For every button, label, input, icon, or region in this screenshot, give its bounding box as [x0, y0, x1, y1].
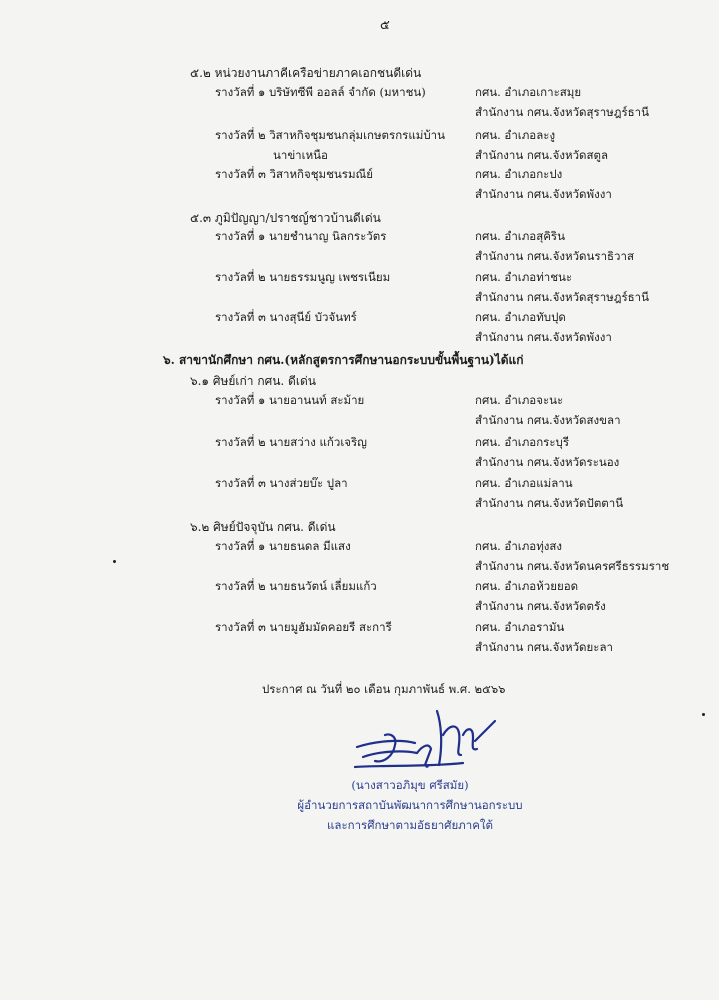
district-office: กศน. อำเภอท่าชนะ: [475, 270, 573, 284]
province-office: สำนักงาน กศน.จังหวัดสตูล: [475, 148, 609, 162]
province-office: สำนักงาน กศน.จังหวัดสงขลา: [475, 413, 621, 427]
signer-block: [280, 775, 540, 835]
award-5-3-1: [215, 226, 386, 246]
speck: [113, 560, 116, 563]
award-label: รางวัลที่ ๑ นายชำนาญ นิลกระวัตร: [215, 229, 387, 243]
agency-6-2-1: [475, 536, 669, 576]
speck: [702, 713, 705, 716]
agency-5-3-1: [475, 226, 634, 266]
district-office: กศน. อำเภอกระบุรี: [475, 435, 570, 449]
award-6-2-3: [215, 617, 392, 637]
section-5-3-heading: ๕.๓ ภูมิปัญญา/ปราชญ์ชาวบ้านดีเด่น: [190, 211, 381, 225]
handwritten-signature: [345, 705, 505, 785]
award-6-1-2: [215, 432, 367, 452]
district-office: กศน. อำเภอสุคิริน: [475, 229, 565, 243]
province-office: สำนักงาน กศน.จังหวัดตรัง: [475, 599, 606, 613]
province-office: สำนักงาน กศน.จังหวัดระนอง: [475, 455, 620, 469]
award-6-1-3: [215, 473, 348, 493]
award-label: รางวัลที่ ๓ นางส่วยบ๊ะ ปูลา: [215, 476, 348, 490]
award-label: รางวัลที่ ๒ นายธรรมนูญ เพชรเนียม: [215, 270, 391, 284]
district-office: กศน. อำเภอกะปง: [475, 167, 563, 181]
award-5-2-1: [215, 82, 426, 102]
agency-5-3-2: [475, 267, 649, 307]
district-office: กศน. อำเภอแม่ลาน: [475, 476, 573, 490]
award-5-3-2: [215, 267, 390, 287]
award-5-2-2: [215, 125, 445, 165]
signer-position-line-2: และการศึกษาตามอัธยาศัยภาคใต้: [326, 818, 493, 832]
section-6-2-heading: ๖.๒ ศิษย์ปัจจุบัน กศน. ดีเด่น: [190, 520, 336, 534]
award-5-3-3: [215, 307, 357, 327]
announcement-date: ประกาศ ณ วันที่ ๒๐ เดือน กุมภาพันธ์ พ.ศ. ๒๕๖๖: [262, 682, 506, 696]
agency-6-2-3: [475, 617, 613, 657]
award-label: รางวัลที่ ๓ นายมูฮัมมัดคอยรี สะการี: [215, 620, 392, 634]
district-office: กศน. อำเภอจะนะ: [475, 393, 564, 407]
award-label: รางวัลที่ ๓ นางสุนีย์ บัวจันทร์: [215, 310, 357, 324]
province-office: สำนักงาน กศน.จังหวัดพังงา: [475, 187, 612, 201]
district-office: กศน. อำเภอรามัน: [475, 620, 565, 634]
agency-6-2-2: [475, 576, 606, 616]
award-label: รางวัลที่ ๒ นายสว่าง แก้วเจริญ: [215, 435, 367, 449]
award-6-1-1: [215, 390, 364, 410]
province-office: สำนักงาน กศน.จังหวัดพังงา: [475, 330, 612, 344]
award-label: รางวัลที่ ๑ นายอานนท์ สะม้าย: [215, 393, 365, 407]
award-label-continued: นาข่าเหนือ: [273, 148, 328, 162]
award-6-2-1: [215, 536, 351, 556]
province-office: สำนักงาน กศน.จังหวัดปัตตานี: [475, 496, 624, 510]
page-number: ๕: [380, 18, 390, 33]
province-office: สำนักงาน กศน.จังหวัดยะลา: [475, 640, 613, 654]
award-6-2-2: [215, 576, 377, 596]
district-office: กศน. อำเภอละงู: [475, 128, 556, 142]
award-label: รางวัลที่ ๑ บริษัทซีพี ออลล์ จำกัด (มหาชน): [215, 85, 426, 99]
signer-position-line-1: ผู้อำนวยการสถาบันพัฒนาการศึกษานอกระบบ: [297, 798, 523, 812]
district-office: กศน. อำเภอเกาะสมุย: [475, 85, 582, 99]
section-6-heading: ๖. สาขานักศึกษา กศน.(หลักสูตรการศึกษานอกระบบขั้นพื้นฐาน)ได้แก่: [163, 353, 524, 367]
award-label: รางวัลที่ ๒ นายธนวัตน์ เลี่ยมแก้ว: [215, 579, 377, 593]
district-office: กศน. อำเภอทุ่งสง: [475, 539, 563, 553]
agency-6-1-2: [475, 432, 619, 472]
province-office: สำนักงาน กศน.จังหวัดนราธิวาส: [475, 249, 634, 263]
signer-name: (นางสาวอภิมุข ศรีสมัย): [351, 778, 469, 792]
section-6-1-heading: ๖.๑ ศิษย์เก่า กศน. ดีเด่น: [190, 374, 316, 388]
agency-5-2-2: [475, 125, 608, 165]
province-office: สำนักงาน กศน.จังหวัดสุราษฎร์ธานี: [475, 105, 649, 119]
award-label: รางวัลที่ ๒ วิสาหกิจชุมชนกลุ่มเกษตรกรแม่บ้าน: [215, 128, 445, 142]
district-office: กศน. อำเภอห้วยยอด: [475, 579, 579, 593]
agency-6-1-3: [475, 473, 623, 513]
agency-6-1-1: [475, 390, 621, 430]
award-5-2-3: [215, 164, 373, 184]
agency-5-2-3: [475, 164, 612, 204]
province-office: สำนักงาน กศน.จังหวัดนครศรีธรรมราช: [475, 559, 670, 573]
section-5-2-heading: ๕.๒ หน่วยงานภาคีเครือข่ายภาคเอกชนดีเด่น: [190, 66, 422, 80]
award-label: รางวัลที่ ๑ นายธนดล มีแสง: [215, 539, 351, 553]
province-office: สำนักงาน กศน.จังหวัดสุราษฎร์ธานี: [475, 290, 649, 304]
agency-5-3-3: [475, 307, 612, 347]
award-label: รางวัลที่ ๓ วิสาหกิจชุมชนรมณีย์: [215, 167, 373, 181]
district-office: กศน. อำเภอทับปุด: [475, 310, 566, 324]
agency-5-2-1: [475, 82, 649, 122]
